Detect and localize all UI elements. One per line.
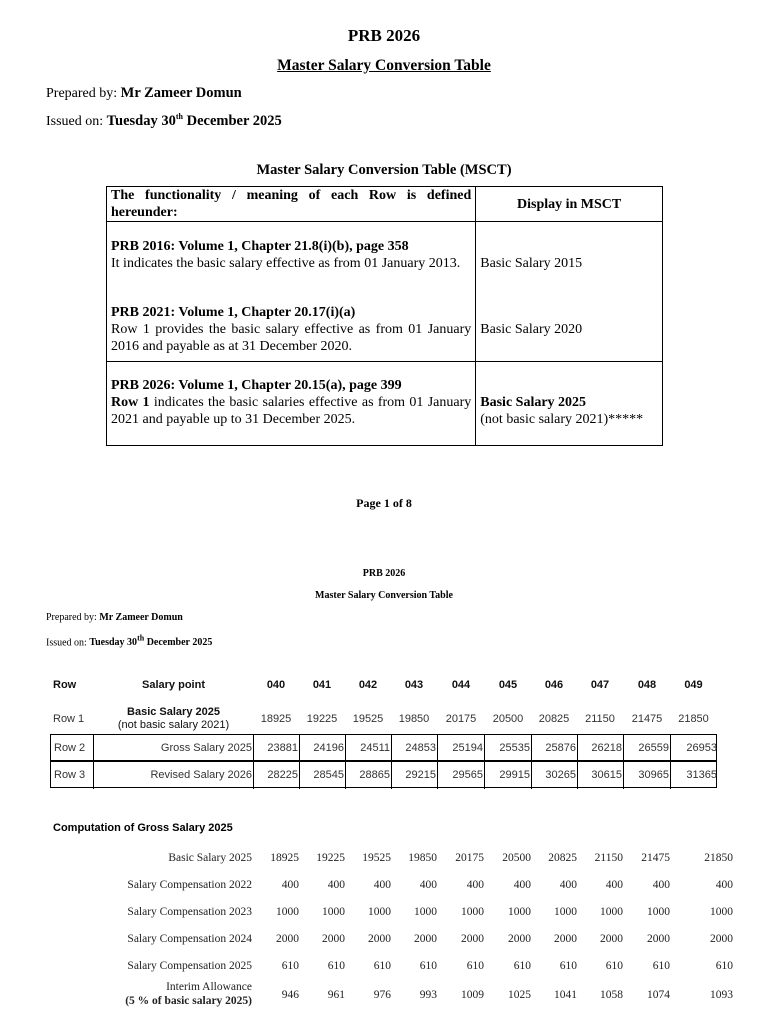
salary-point-header-8: 048 (637, 679, 657, 691)
row3-value-2: 28865 (346, 762, 392, 789)
block2-text: Row 1 provides the basic salary effective as from 01 January 2016 and payable as at 31 December 2020. (111, 322, 472, 354)
block2-display: Basic Salary 2020 (480, 322, 583, 337)
salary-point-header-5: 045 (498, 679, 518, 691)
block3-display-bold: Basic Salary 2025 (480, 395, 587, 410)
row3-label: Row 3 (51, 762, 94, 789)
computation-value-6: 610 (559, 960, 577, 972)
interim-value-7: 1058 (600, 989, 623, 1001)
computation-value-2: 2000 (368, 933, 391, 945)
computation-value-1: 19225 (316, 852, 345, 864)
computation-value-1: 400 (327, 879, 345, 891)
row1-value-9: 21850 (678, 713, 709, 725)
salary-point-header-4: 044 (451, 679, 471, 691)
computation-value-6: 2000 (554, 933, 577, 945)
interim-label-block (50, 980, 252, 1008)
grid-header-row (50, 672, 717, 699)
computation-value-2: 19525 (362, 852, 391, 864)
interim-value-1: 961 (327, 989, 345, 1001)
grid-row-3 (50, 761, 717, 788)
row3-value-6: 30265 (532, 762, 578, 789)
computation-value-2: 400 (373, 879, 391, 891)
msct-blocks-cell (107, 222, 476, 362)
block1-display: Basic Salary 2015 (480, 256, 583, 271)
computation-value-0: 2000 (276, 933, 299, 945)
computation-row-label: Basic Salary 2025 (168, 852, 252, 864)
msct-header-row (107, 187, 663, 222)
row2-value-7: 26218 (578, 735, 624, 762)
page2-prepared-line (46, 612, 183, 623)
computation-value-0: 400 (281, 879, 299, 891)
row1-value-4: 20175 (445, 713, 477, 725)
grid-row-2 (50, 734, 717, 761)
interim-value-0: 946 (281, 989, 299, 1001)
salary-point-header-7: 047 (590, 679, 610, 691)
page-number: Page 1 of 8 (356, 496, 412, 510)
row2-title: Gross Salary 2025 (94, 735, 254, 762)
interim-allowance-row (50, 980, 733, 1010)
computation-value-8: 400 (652, 879, 670, 891)
computation-value-2: 610 (373, 960, 391, 972)
computation-value-5: 1000 (508, 906, 531, 918)
row2-value-0: 23881 (254, 735, 300, 762)
computation-value-7: 400 (605, 879, 623, 891)
computation-value-5: 610 (513, 960, 531, 972)
row1-value-0: 18925 (260, 713, 292, 725)
computation-value-9: 2000 (710, 933, 733, 945)
salary-point-header-0: 040 (266, 679, 286, 691)
issued-date-sup: th (175, 112, 183, 121)
prepared-by-line (46, 85, 242, 102)
row3-value-9: 31365 (686, 769, 717, 781)
page2-issued-date-post: December 2025 (144, 637, 213, 649)
msct-block3-row (107, 362, 663, 446)
computation-row (50, 872, 733, 899)
computation-value-8: 1000 (647, 906, 670, 918)
row2-value-5: 25535 (486, 735, 532, 762)
computation-value-0: 18925 (270, 852, 299, 864)
row2-value-6: 25876 (532, 735, 578, 762)
computation-value-7: 1000 (600, 906, 623, 918)
interim-value-3: 993 (419, 989, 437, 1001)
computation-row (50, 845, 733, 872)
interim-value-6: 1041 (554, 989, 577, 1001)
page2-title: PRB 2026 (362, 568, 406, 579)
page-title: PRB 2026 (347, 26, 421, 45)
page2-issued-line (46, 634, 212, 648)
page2-prepared-name: Mr Zameer Domun (99, 612, 183, 623)
block3-display-note: (not basic salary 2021)***** (480, 412, 644, 427)
row3-value-3: 29215 (392, 762, 438, 789)
computation-value-7: 2000 (600, 933, 623, 945)
block3-cell (107, 362, 476, 446)
computation-value-7: 610 (605, 960, 623, 972)
interim-value-8: 1074 (647, 989, 670, 1001)
block3-bold-lead: Row 1 (111, 395, 150, 410)
computation-value-8: 610 (652, 960, 670, 972)
msct-caption: Master Salary Conversion Table (MSCT) (256, 162, 512, 178)
computation-row (50, 953, 733, 980)
msct-header-left: The functionality / meaning of each Row is defined hereunder: (107, 187, 476, 222)
row1-note: (not basic salary 2021) (117, 719, 230, 731)
computation-value-4: 1000 (461, 906, 484, 918)
salary-point-header-9: 049 (684, 679, 703, 691)
issued-label: Issued on: (46, 113, 107, 129)
interim-note: (5 % of basic salary 2025) (125, 995, 252, 1007)
interim-value-2: 976 (373, 989, 391, 1001)
computation-value-0: 610 (281, 960, 299, 972)
row3-value-1: 28545 (300, 762, 346, 789)
page-subtitle: Master Salary Conversion Table (277, 57, 491, 74)
interim-value-5: 1025 (508, 989, 531, 1001)
computation-value-5: 2000 (508, 933, 531, 945)
computation-value-5: 400 (513, 879, 531, 891)
issued-date-pre: Tuesday 30 (106, 112, 176, 129)
row3-value-4: 29565 (439, 762, 485, 789)
computation-value-3: 19850 (408, 852, 437, 864)
computation-value-4: 2000 (461, 933, 484, 945)
row3-title: Revised Salary 2026 (94, 762, 254, 789)
computation-row-label: Salary Compensation 2022 (127, 879, 252, 891)
row1-title: Basic Salary 2025 (127, 706, 220, 718)
interim-value-4: 1009 (461, 989, 484, 1001)
computation-row (50, 926, 733, 953)
salary-point-header: Salary point (142, 679, 205, 691)
block1-text: It indicates the basic salary effective as from 01 January 2013. (111, 256, 461, 271)
computation-row-label: Salary Compensation 2023 (127, 906, 252, 918)
issued-on-line (46, 112, 282, 130)
salary-point-header-3: 043 (404, 679, 424, 691)
computation-value-4: 610 (466, 960, 484, 972)
block2-title: PRB 2021: Volume 1, Chapter 20.17(i)(a) (111, 305, 356, 320)
computation-value-1: 610 (327, 960, 345, 972)
computation-value-1: 2000 (322, 933, 345, 945)
block1-title: PRB 2016: Volume 1, Chapter 21.8(i)(b), page 358 (111, 239, 409, 254)
row3-value-7: 30615 (578, 762, 624, 789)
computation-value-3: 610 (419, 960, 437, 972)
block3-display-cell (476, 362, 663, 446)
row-header: Row (53, 679, 77, 691)
row2-value-1: 24196 (300, 735, 346, 762)
computation-value-9: 400 (715, 879, 733, 891)
interim-value-9: 1093 (710, 989, 733, 1001)
row1-value-5: 20500 (492, 713, 524, 725)
row1-label: Row 1 (53, 713, 85, 725)
row3-value-5: 29915 (486, 762, 532, 789)
computation-value-9: 610 (715, 960, 733, 972)
grid-row-1 (50, 704, 717, 735)
computation-title: Computation of Gross Salary 2025 (53, 822, 233, 834)
page2-issued-label: Issued on: (46, 637, 90, 649)
page2-issued-date-pre: Tuesday 30 (89, 637, 138, 649)
prepared-name: Mr Zameer Domun (120, 85, 242, 101)
page2-prepared-label: Prepared by: (46, 612, 100, 623)
salary-point-header-6: 046 (544, 679, 564, 691)
row1-title-block (95, 704, 252, 733)
row2-value-2: 24511 (346, 735, 392, 762)
interim-label: Interim Allowance (166, 981, 252, 993)
row1-value-3: 19850 (398, 713, 430, 725)
computation-row (50, 899, 733, 926)
computation-value-1: 1000 (322, 906, 345, 918)
row1-value-6: 20825 (538, 713, 570, 725)
issued-date-post: December 2025 (182, 112, 282, 129)
block3-title: PRB 2026: Volume 1, Chapter 20.15(a), page 399 (111, 378, 402, 393)
row2-value-3: 24853 (392, 735, 438, 762)
computation-value-6: 20825 (548, 852, 577, 864)
msct-block-row (107, 222, 663, 362)
row3-value-0: 28225 (254, 762, 300, 789)
page2-subtitle: Master Salary Conversion Table (315, 590, 453, 601)
computation-value-4: 20175 (455, 852, 484, 864)
row1-value-7: 21150 (585, 713, 615, 725)
row2-value-8: 26559 (625, 735, 671, 762)
computation-value-8: 2000 (647, 933, 670, 945)
computation-value-4: 400 (466, 879, 484, 891)
salary-point-header-1: 041 (312, 679, 332, 691)
computation-value-6: 1000 (554, 906, 577, 918)
row1-value-2: 19525 (352, 713, 384, 725)
computation-row-label: Salary Compensation 2024 (127, 933, 252, 945)
computation-value-3: 400 (419, 879, 437, 891)
prepared-label: Prepared by: (46, 86, 121, 101)
block3-text: indicates the basic salaries effective as from 01 January 2021 and payable up to 31 December 2025. (111, 395, 472, 427)
computation-value-3: 1000 (414, 906, 437, 918)
computation-row-label: Salary Compensation 2025 (127, 960, 252, 972)
row2-value-4: 25194 (439, 735, 485, 762)
computation-value-0: 1000 (276, 906, 299, 918)
msct-definition-table (106, 186, 663, 446)
computation-value-7: 21150 (594, 852, 623, 864)
row2-value-9: 26953 (686, 742, 717, 754)
computation-value-5: 20500 (502, 852, 531, 864)
row3-value-8: 30965 (625, 762, 671, 789)
computation-value-3: 2000 (414, 933, 437, 945)
computation-value-2: 1000 (368, 906, 391, 918)
msct-header-right: Display in MSCT (476, 187, 663, 222)
computation-value-9: 21850 (704, 852, 733, 864)
row1-value-8: 21475 (631, 713, 663, 725)
row1-value-1: 19225 (306, 713, 338, 725)
computation-value-6: 400 (559, 879, 577, 891)
msct-display-cell (476, 222, 663, 362)
row2-label: Row 2 (51, 735, 94, 762)
computation-value-9: 1000 (710, 906, 733, 918)
computation-value-8: 21475 (641, 852, 670, 864)
salary-point-header-2: 042 (358, 679, 378, 691)
page2-issued-date-sup: th (137, 634, 145, 643)
